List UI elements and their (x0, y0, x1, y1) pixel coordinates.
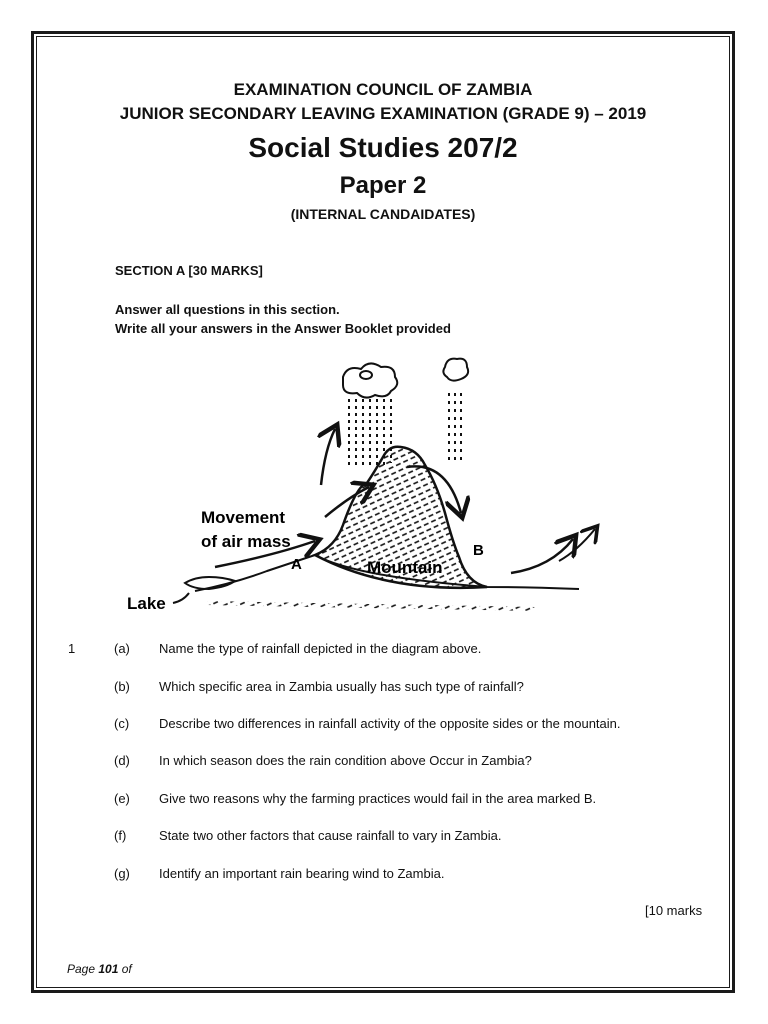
part-a-text: Name the type of rainfall depicted in the diagram above. (159, 641, 482, 656)
label-lake: Lake (127, 594, 166, 613)
paper-title: Paper 2 (339, 172, 427, 199)
part-e-letter: (e) (114, 791, 130, 806)
part-d-letter: (d) (114, 753, 130, 768)
part-c-letter: (c) (114, 716, 130, 731)
exam-heading: JUNIOR SECONDARY LEAVING EXAMINATION (GRADE 9) – 2019 (119, 104, 647, 123)
label-mountain: Mountain (367, 558, 443, 577)
page-number: 101 (98, 962, 119, 976)
rain-right (449, 393, 461, 465)
council-heading: EXAMINATION COUNCIL OF ZAMBIA (233, 80, 533, 99)
part-d-text: In which season does the rain condition above Occur in Zambia? (159, 753, 532, 768)
cloud-left-icon (343, 363, 397, 397)
leeward-arrow-2 (559, 529, 595, 561)
lake-arrow (173, 593, 189, 603)
ground-hatch (207, 601, 535, 611)
part-f-text: State two other factors that cause rainfall to vary in Zambia. (159, 828, 502, 843)
leeward-arrow (511, 539, 573, 573)
part-a-letter: (a) (114, 641, 130, 656)
page-suffix: of (118, 962, 132, 976)
part-g-text: Identify an important rain bearing wind to Zambia. (159, 866, 445, 881)
part-e-text: Give two reasons why the farming practices would fail in the area marked B. (159, 791, 597, 806)
part-g-letter: (g) (114, 866, 130, 881)
part-f-letter: (f) (114, 828, 127, 843)
orographic-rainfall-diagram (115, 355, 605, 623)
cloud-right-icon (443, 359, 468, 381)
label-a: A (291, 556, 302, 573)
instruction-2: Write all your answers in the Answer Booklet provided (115, 321, 451, 336)
section-title: SECTION A [30 MARKS] (115, 263, 263, 278)
part-c-text: Describe two differences in rainfall activity of the opposite sides or the mountain. (159, 716, 621, 731)
rise-arrow (321, 429, 335, 485)
label-movement: Movement (201, 508, 286, 527)
question-number: 1 (68, 641, 76, 656)
marks-label: [10 marks (645, 903, 703, 918)
part-b-text: Which specific area in Zambia usually has such type of rainfall? (159, 679, 524, 694)
label-air-mass: of air mass (201, 532, 291, 551)
candidates-label: (INTERNAL CANDAIDATES) (290, 206, 476, 222)
instruction-1: Answer all questions in this section. (115, 302, 340, 317)
page-prefix: Page (67, 962, 99, 976)
label-b: B (473, 542, 484, 559)
part-b-letter: (b) (114, 679, 130, 694)
page-footer (67, 962, 132, 976)
subject-title: Social Studies 207/2 (248, 132, 518, 163)
